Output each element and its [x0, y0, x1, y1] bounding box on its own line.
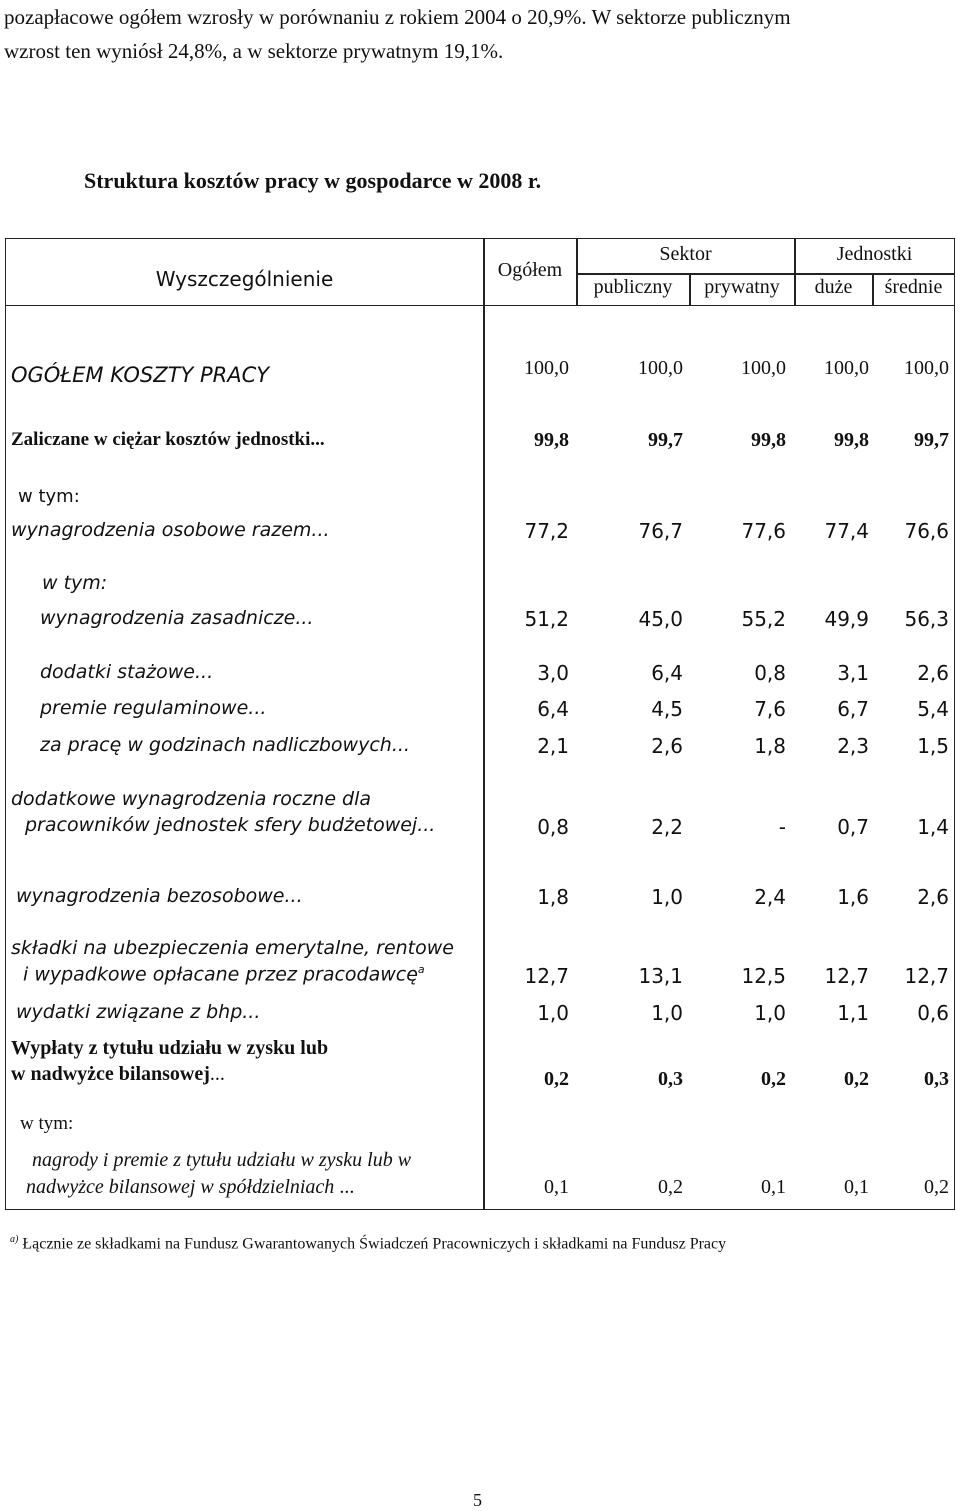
row-label: składki na ubezpieczenia emerytalne, rentowe [11, 937, 454, 959]
cell: 0,2 [658, 1176, 683, 1198]
header-desc: Wyszczególnienie [155, 267, 334, 291]
cell: 1,0 [651, 1001, 683, 1025]
intro-line-2: wzrost ten wyniósł 24,8%, a w sektorze prywatnym 19,1%. [4, 39, 504, 63]
intro-text [4, 0, 954, 68]
cell: 0,2 [544, 1068, 569, 1090]
cell: 13,1 [638, 964, 683, 988]
header-large: duże [814, 276, 853, 298]
cell: 5,4 [917, 697, 949, 721]
cell: 1,4 [917, 815, 949, 839]
row-label: dodatkowe wynagrodzenia roczne dla [11, 788, 372, 810]
cell: 1,1 [837, 1001, 869, 1025]
cell: 100,0 [824, 357, 869, 379]
header-units: Jednostki [836, 243, 913, 265]
cell: 45,0 [638, 607, 683, 631]
header-public: publiczny [593, 276, 673, 298]
row-label: Wypłaty z tytułu udziału w zysku lub [11, 1037, 329, 1059]
cell: 99,8 [534, 429, 569, 451]
cell: 1,0 [651, 885, 683, 909]
row-label-cont: i wypadkowe opłacane przez pracodawcę$^a$ [23, 963, 425, 986]
cell: 1,8 [537, 885, 569, 909]
cell: 77,4 [824, 519, 869, 543]
row-label: wynagrodzenia bezosobowe... [16, 885, 303, 907]
cell: 99,7 [648, 429, 683, 451]
cell: 2,1 [537, 734, 569, 758]
cell: 99,8 [834, 429, 869, 451]
cell: 0,2 [761, 1068, 786, 1090]
row-label: premie regulaminowe... [40, 697, 267, 719]
cell: 76,7 [638, 519, 683, 543]
cell: 77,6 [741, 519, 786, 543]
cell: 51,2 [524, 607, 569, 631]
cell: 6,7 [837, 697, 869, 721]
cell: 99,7 [914, 429, 949, 451]
row-label: w tym: [42, 572, 108, 594]
row-label: za pracę w godzinach nadliczbowych... [40, 734, 410, 756]
cell: 12,7 [524, 964, 569, 988]
row-label: OGÓŁEM KOSZTY PRACY [11, 363, 270, 387]
cell: 12,5 [741, 964, 786, 988]
row-label: wydatki związane z bhp... [16, 1001, 261, 1023]
footnote-text: Łącznie ze składkami na Fundusz Gwarantowanych Świadczeń Pracowniczych i składkami na Fundusz Pracy [22, 1235, 727, 1253]
cell: 100,0 [638, 357, 683, 379]
cell: 0,8 [754, 661, 786, 685]
cell: 0,1 [761, 1176, 786, 1198]
cell: 1,0 [537, 1001, 569, 1025]
row-label: dodatki stażowe... [40, 661, 214, 683]
cost-structure-table [5, 238, 955, 1210]
cell: 56,3 [904, 607, 949, 631]
cell: 6,4 [651, 661, 683, 685]
cell: 100,0 [524, 357, 569, 379]
cell: 2,3 [837, 734, 869, 758]
cell: 0,2 [844, 1068, 869, 1090]
cell: 77,2 [524, 519, 569, 543]
header-medium: średnie [884, 276, 943, 298]
cell: 0,1 [544, 1176, 569, 1198]
cell: 2,6 [917, 661, 949, 685]
cell: 100,0 [904, 357, 949, 379]
cell: 0,3 [924, 1068, 949, 1090]
page-number: 5 [473, 1490, 482, 1510]
cell: 7,6 [754, 697, 786, 721]
cell: 0,8 [537, 815, 569, 839]
row-label: wynagrodzenia osobowe razem... [11, 519, 330, 541]
header-private: prywatny [704, 276, 780, 298]
row-label: wynagrodzenia zasadnicze... [40, 607, 314, 629]
row-label: Zaliczane w ciężar kosztów jednostki... [11, 429, 325, 450]
row-label: w tym: [20, 1113, 74, 1134]
cell: 4,5 [651, 697, 683, 721]
intro-line-1: pozapłacowe ogółem wzrosły w porównaniu z rokiem 2004 o 20,9%. W sektorze publicznym [4, 5, 791, 29]
cell: 6,4 [537, 697, 569, 721]
cell: 2,4 [754, 885, 786, 909]
row-label: nagrody i premie z tytułu udziału w zysku lub w [32, 1149, 412, 1171]
cell: 0,3 [658, 1068, 683, 1090]
header-sector: Sektor [659, 243, 712, 265]
cell: 0,1 [844, 1176, 869, 1198]
cell: 1,5 [917, 734, 949, 758]
table-title: Struktura kosztów pracy w gospodarce w 2008 r. [84, 168, 542, 193]
cell: 2,6 [651, 734, 683, 758]
cell: - [778, 815, 786, 839]
row-label-cont: w nadwyżce bilansowej... [11, 1063, 225, 1085]
row-label: w tym: [18, 486, 80, 507]
cell: 1,8 [754, 734, 786, 758]
header-total: Ogółem [497, 259, 563, 281]
cell: 0,7 [837, 815, 869, 839]
cell: 12,7 [824, 964, 869, 988]
cell: 99,8 [751, 429, 786, 451]
cell: 3,1 [837, 661, 869, 685]
cell: 0,2 [924, 1176, 949, 1198]
cell: 49,9 [824, 607, 869, 631]
row-label-cont: pracowników jednostek sfery budżetowej... [25, 814, 436, 836]
row-label-cont: nadwyżce bilansowej w spółdzielniach ... [26, 1176, 355, 1198]
footnote-mark: a) [10, 1234, 19, 1245]
cell: 12,7 [904, 964, 949, 988]
cell: 76,6 [904, 519, 949, 543]
cell: 1,6 [837, 885, 869, 909]
cell: 2,6 [917, 885, 949, 909]
cell: 1,0 [754, 1001, 786, 1025]
cell: 2,2 [651, 815, 683, 839]
cell: 0,6 [917, 1001, 949, 1025]
footnote [10, 1234, 726, 1253]
cell: 3,0 [537, 661, 569, 685]
cell: 100,0 [741, 357, 786, 379]
cell: 55,2 [741, 607, 786, 631]
